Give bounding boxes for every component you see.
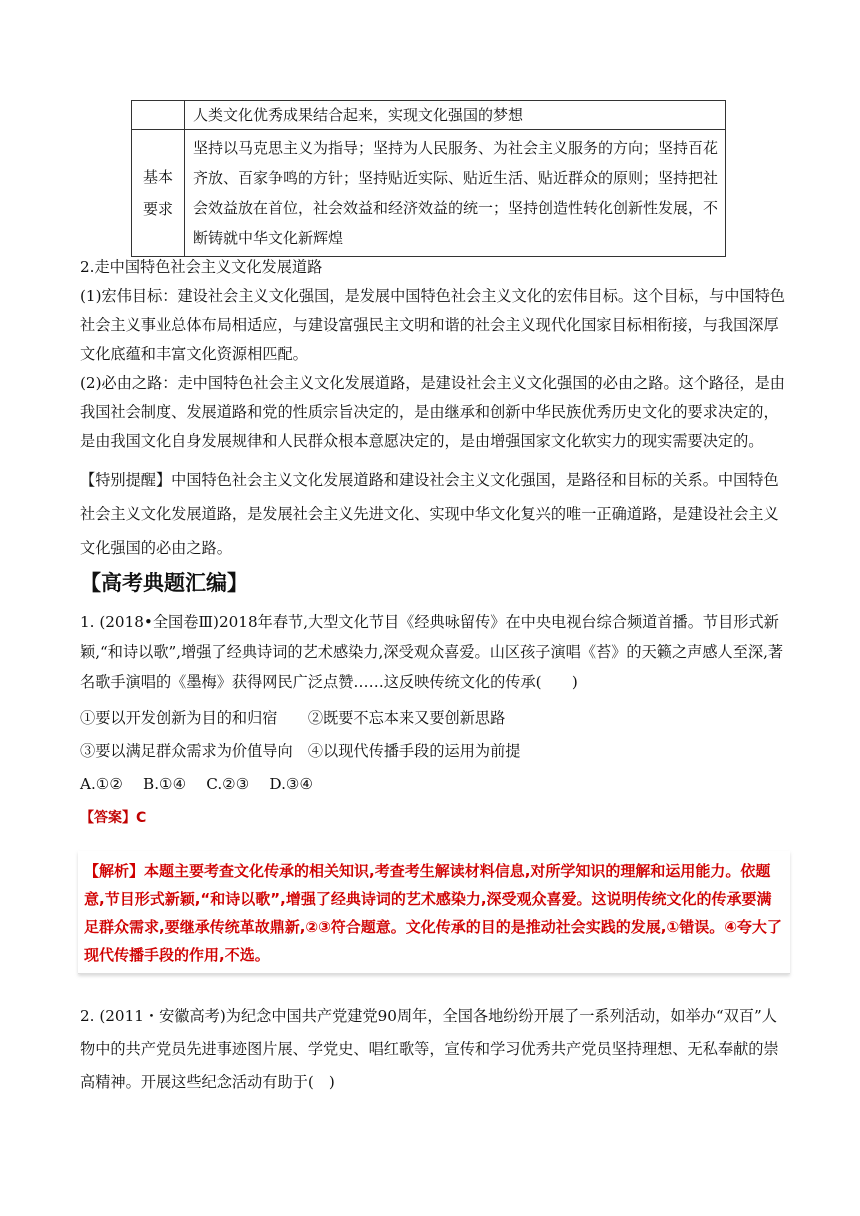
table-content-cell: 人类文化优秀成果结合起来，实现文化强国的梦想 [185,101,726,130]
analysis-box [78,851,790,974]
analysis-text: 【解析】本题主要考查文化传承的相关知识,考查考生解读材料信息,对所学知识的理解和运用能力。依题意,节目形式新颖,“和诗以歌”,增强了经典诗词的艺术感染力,深受观众喜爱。这说明传统文化的传承要满足群众需求,要继承传统革故鼎新,②③符合题意。文化传承的目的是推动社会实践的发展,①错误。④夸大了现代传播手段的作用,不选。 [84,862,782,964]
section-heading: 【高考典题汇编】 [80,571,248,595]
requirements-table [131,100,726,257]
label-line: 要求 [142,200,173,218]
paragraph-path: (2)必由之路：走中国特色社会主义文化发展道路，是建设社会主义文化强国的必由之路。这个路径，是由我国社会制度、发展道路和党的性质宗旨决定的，是由继承和创新中华民族优秀历史文化的要求决定的，是由我国文化自身发展规律和人民群众根本意愿决定的，是由增强国家文化软实力的现实需要决定的。 [80,374,785,450]
special-reminder: 【特别提醒】中国特色社会主义文化发展道路和建设社会主义文化强国，是路径和目标的关系。中国特色社会主义文化发展道路，是发展社会主义先进文化、实现中华文化复兴的唯一正确道路，是建设社会主义文化强国的必由之路。 [80,471,779,557]
table-label-cell [132,101,185,130]
section-2 [80,253,785,565]
choices: A.①② B.①④ C.②③ D.③④ [80,775,314,793]
question-stem: 1. (2018•全国卷Ⅲ)2018年春节,大型文化节目《经典咏留传》在中央电视台综合频道首播。节目形式新颖,“和诗以歌”,增强了经典诗词的艺术感染力,深受观众喜爱。山区孩子演唱《苔》的天籁之声感人至深,著名歌手演唱的《墨梅》获得网民广泛点赞……这反映传统文化的传承( ) [80,613,784,691]
question-2 [80,1000,785,1099]
option-line: ①要以开发创新为目的和归宿 ②既要不忘本来又要创新思路 [80,709,506,727]
answer-label: 【答案】C [80,810,147,826]
label-line: 基本 [142,168,173,186]
table-content-cell: 坚持以马克思主义为指导；坚持为人民服务、为社会主义服务的方向；坚持百花齐放、百家争鸣的方针；坚持贴近实际、贴近生活、贴近群众的原则；坚持把社会效益放在首位，社会效益和经济效益的统一；坚持创造性转化创新性发展，不断铸就中华文化新辉煌 [185,130,726,257]
question-1 [80,607,785,833]
option-line: ③要以满足群众需求为价值导向 ④以现代传播手段的运用为前提 [80,742,521,760]
table-row [132,101,726,130]
question-stem: 2. (2011・安徽高考)为纪念中国共产党建党90周年，全国各地纷纷开展了一系列活动，如举办“双百”人物中的共产党员先进事迹图片展、学党史、唱红歌等，宣传和学习优秀共产党员坚持理想、无私奉献的崇高精神。开展这些纪念活动有助于( ) [80,1007,779,1091]
table-label-cell [132,130,185,257]
section-title: 2.走中国特色社会主义文化发展道路 [80,258,323,276]
table-row [132,130,726,257]
paragraph-goal: (1)宏伟目标：建设社会主义文化强国，是发展中国特色社会主义文化的宏伟目标。这个目标，与中国特色社会主义事业总体布局相适应，与建设富强民主文明和谐的社会主义现代化国家目标相衔接，与我国深厚文化底蕴和丰富文化资源相匹配。 [80,287,785,363]
